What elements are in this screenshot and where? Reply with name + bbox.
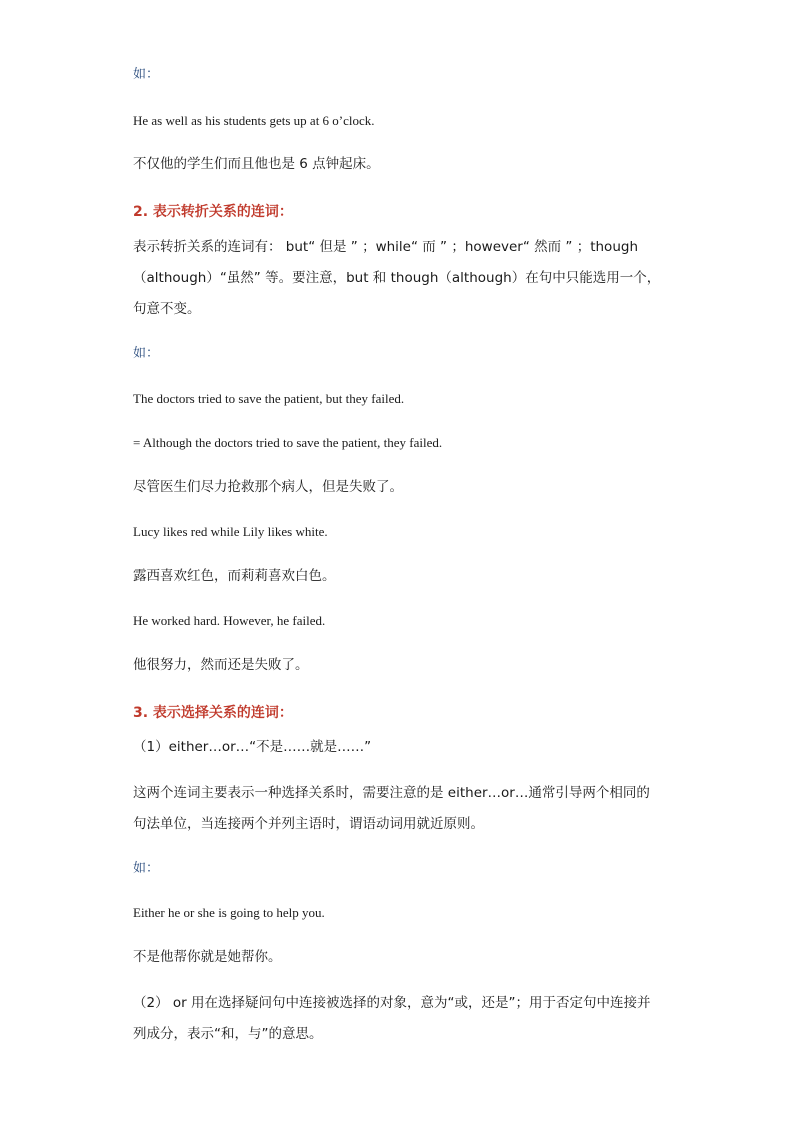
example-sentence-chinese: 不是他帮你就是她帮你。 <box>133 949 282 965</box>
paragraph-or: （2） or 用在选择疑问句中连接被选择的对象，意为“或，还是”；用于否定句中连接并列成分，表示“和，与”的意思。 <box>133 995 651 1042</box>
example-marker: 如： <box>133 861 160 876</box>
example-sentence-chinese: 他很努力，然而还是失败了。 <box>133 657 309 673</box>
section-heading-adversative: 2. 表示转折关系的连词： <box>133 204 293 220</box>
example-sentence-chinese: 尽管医生们尽力抢救那个病人，但是失败了。 <box>133 479 403 495</box>
subsection-either-or: （1）either…or…“不是……就是……” <box>133 739 372 755</box>
example-sentence-chinese: 露西喜欢红色，而莉莉喜欢白色。 <box>133 568 336 584</box>
paragraph-either-or: 这两个连词主要表示一种选择关系时，需要注意的是 either…or…通常引导两个相同的句法单位，当连接两个并列主语时，谓语动词用就近原则。 <box>133 785 650 832</box>
example-sentence-english: The doctors tried to save the patient, but they failed. <box>133 391 405 406</box>
paragraph-adversative-conjunctions: 表示转折关系的连词有： but“ 但是 ” ；while“ 而 ” ；however“ 然而 ” ；though（although）“虽然” 等。要注意，but 和 though（although）在句中只能选用一个，句意不变。 <box>133 239 661 317</box>
example-marker: 如： <box>133 346 160 361</box>
example-sentence-chinese: 不仅他的学生们而且他也是 6 点钟起床。 <box>133 156 380 172</box>
example-sentence-english: He worked hard. However, he failed. <box>133 613 326 628</box>
example-sentence-english: He as well as his students gets up at 6 o’clock. <box>133 113 375 128</box>
example-sentence-english: Either he or she is going to help you. <box>133 905 325 920</box>
section-heading-alternative: 3. 表示选择关系的连词： <box>133 705 293 721</box>
example-sentence-english: = Although the doctors tried to save the patient, they failed. <box>133 435 443 450</box>
example-sentence-english: Lucy likes red while Lily likes white. <box>133 524 328 539</box>
example-marker: 如： <box>133 67 160 82</box>
